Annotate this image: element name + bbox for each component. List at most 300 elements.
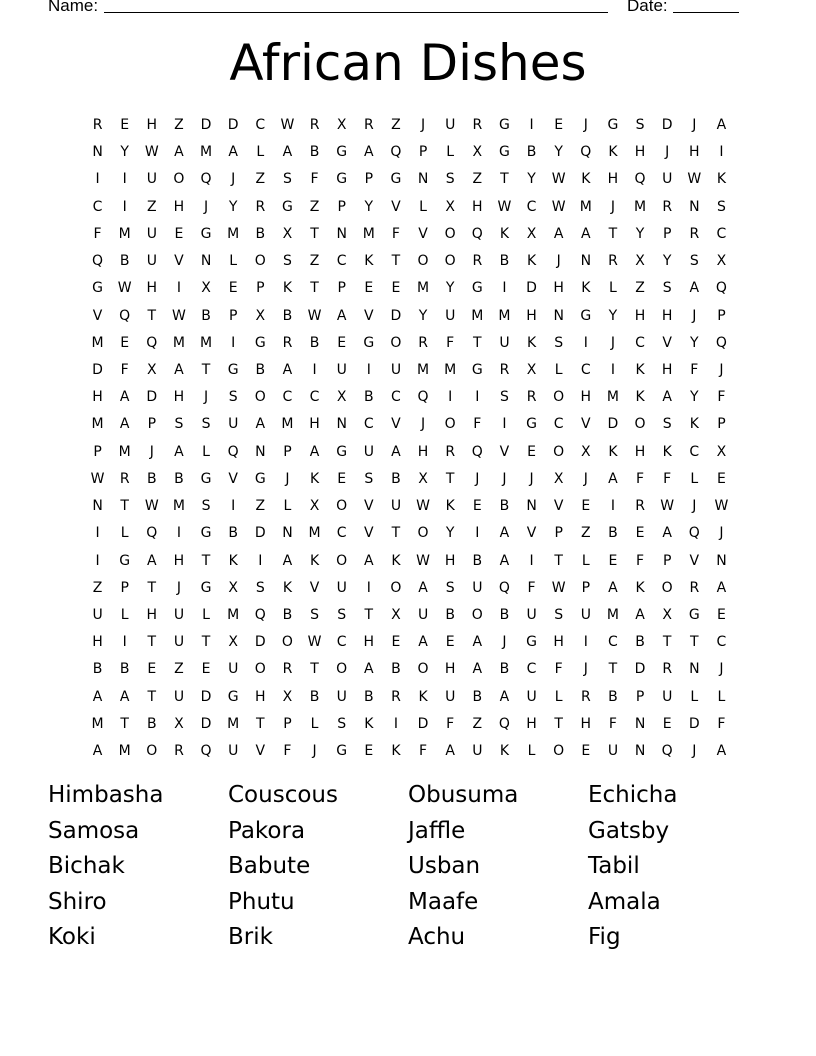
grid-letter: H (444, 552, 456, 569)
grid-letter: E (120, 117, 130, 133)
grid-letter: I (529, 552, 534, 569)
grid-letter: I (529, 117, 534, 133)
grid-letter: A (228, 144, 238, 161)
word-list-item: Bichak (48, 853, 125, 879)
grid-letter: H (146, 117, 158, 133)
grid-letter: C (391, 389, 401, 406)
grid-letter: N (336, 416, 347, 433)
grid-letter: E (120, 334, 130, 351)
grid-letter: T (147, 307, 157, 324)
grid-letter: T (554, 552, 563, 569)
grid-letter: R (526, 389, 537, 406)
grid-letter: R (472, 253, 483, 270)
grid-letter: N (526, 498, 537, 515)
grid-letter: M (91, 715, 104, 732)
grid-letter: K (228, 552, 238, 569)
word-list-item: Tabil (588, 853, 640, 879)
grid-letter: H (661, 307, 673, 324)
grid-letter: X (662, 606, 672, 623)
grid-letter: C (608, 634, 618, 651)
grid-letter: V (92, 307, 103, 324)
grid-letter: U (173, 688, 185, 705)
grid-letter: Z (472, 171, 483, 188)
grid-letter: J (610, 198, 615, 215)
grid-letter: B (608, 688, 618, 705)
grid-letter: V (255, 743, 266, 760)
grid-letter: B (445, 606, 455, 623)
grid-letter: Y (608, 307, 618, 324)
grid-letter: K (364, 715, 374, 732)
grid-letter: A (174, 361, 184, 378)
grid-letter: Q (715, 334, 727, 351)
grid-letter: T (310, 225, 319, 242)
grid-letter: F (717, 715, 726, 732)
grid-letter: Y (445, 525, 455, 542)
grid-letter: U (445, 688, 456, 705)
grid-letter: A (364, 552, 374, 569)
grid-letter: J (475, 470, 480, 487)
grid-letter: U (417, 606, 429, 623)
grid-letter: O (417, 253, 429, 270)
grid-letter: J (583, 117, 588, 133)
grid-letter: J (420, 117, 426, 133)
grid-letter: U (472, 579, 483, 596)
grid-letter: P (283, 715, 292, 732)
grid-letter: A (499, 552, 510, 569)
grid-letter: B (92, 661, 103, 678)
grid-letter: B (255, 361, 266, 378)
grid-letter: R (689, 579, 700, 596)
grid-letter: R (255, 198, 266, 215)
grid-letter: N (92, 144, 103, 161)
grid-letter: X (336, 117, 347, 133)
grid-letter: E (717, 470, 726, 487)
grid-letter: V (553, 498, 564, 515)
grid-letter: E (337, 334, 347, 351)
grid-letter: T (554, 715, 563, 732)
grid-letter: M (172, 334, 185, 351)
grid-letter: I (231, 498, 236, 515)
name-field-line[interactable] (104, 12, 608, 13)
grid-letter: E (391, 634, 401, 651)
grid-letter: P (635, 688, 645, 705)
grid-letter: C (526, 661, 537, 678)
grid-letter: S (689, 253, 699, 270)
grid-letter: M (91, 334, 104, 351)
grid-letter: V (364, 525, 374, 542)
grid-letter: H (173, 389, 185, 406)
grid-letter: Q (471, 443, 483, 460)
grid-letter: M (308, 525, 321, 542)
grid-letter: F (554, 661, 563, 678)
grid-letter: S (174, 416, 184, 433)
grid-letter: A (418, 579, 428, 596)
grid-letter: W (416, 552, 430, 569)
grid-letter: U (472, 743, 483, 760)
grid-letter: E (364, 280, 374, 297)
grid-letter: E (228, 280, 238, 297)
word-list-item: Couscous (228, 782, 338, 808)
grid-letter: W (551, 171, 566, 188)
grid-letter: T (391, 253, 401, 270)
grid-letter: S (337, 606, 347, 623)
grid-letter: O (146, 743, 158, 760)
grid-letter: R (282, 661, 293, 678)
grid-row (84, 548, 735, 575)
word-list-item: Usban (408, 853, 481, 879)
grid-letter: J (719, 525, 724, 542)
grid-row (84, 303, 735, 330)
grid-letter: A (174, 443, 184, 460)
grid-letter: D (634, 661, 646, 678)
grid-letter: R (282, 334, 293, 351)
grid-letter: J (502, 470, 507, 487)
grid-letter: I (231, 334, 236, 351)
grid-letter: V (364, 307, 374, 324)
word-list (48, 778, 768, 956)
grid-letter: V (499, 443, 510, 460)
grid-letter: U (390, 361, 402, 378)
grid-letter: G (336, 144, 348, 161)
grid-letter: F (310, 171, 319, 188)
grid-letter: P (147, 416, 157, 433)
grid-letter: M (227, 715, 240, 732)
grid-letter: I (475, 525, 480, 542)
grid-row (84, 711, 735, 738)
grid-letter: G (254, 470, 266, 487)
grid-letter: O (173, 171, 185, 188)
grid-letter: O (471, 606, 483, 623)
grid-letter: F (446, 715, 455, 732)
grid-letter: V (418, 225, 428, 242)
grid-letter: B (119, 253, 130, 270)
grid-letter: W (144, 498, 159, 515)
grid-letter: H (526, 307, 537, 324)
grid-letter: H (173, 552, 185, 569)
grid-row (84, 575, 735, 602)
grid-letter: X (201, 280, 211, 297)
grid-letter: U (499, 334, 510, 351)
grid-letter: H (526, 715, 537, 732)
grid-letter: U (146, 225, 157, 242)
grid-letter: R (662, 198, 673, 215)
grid-letter: C (336, 253, 347, 270)
grid-letter: F (717, 389, 726, 406)
grid-letter: Q (227, 443, 239, 460)
grid-letter: F (663, 470, 672, 487)
grid-letter: G (336, 743, 348, 760)
grid-letter: N (200, 253, 212, 270)
grid-letter: E (445, 634, 455, 651)
grid-letter: Y (228, 198, 238, 215)
worksheet-header (48, 0, 748, 20)
grid-letter: J (502, 634, 507, 651)
grid-letter: T (608, 225, 618, 242)
grid-letter: A (174, 144, 184, 161)
grid-letter: A (92, 688, 103, 705)
grid-letter: M (281, 416, 294, 433)
grid-letter: U (526, 688, 537, 705)
grid-letter: G (200, 225, 212, 242)
grid-letter: A (391, 443, 401, 460)
grid-letter: B (391, 661, 401, 678)
grid-letter: B (309, 688, 320, 705)
grid-letter: B (635, 634, 645, 651)
grid-letter: T (201, 361, 211, 378)
grid-letter: F (120, 361, 129, 378)
grid-letter: W (660, 498, 675, 515)
grid-letter: I (122, 634, 127, 651)
grid-letter: G (363, 334, 375, 351)
grid-letter: T (608, 661, 618, 678)
grid-letter: N (255, 443, 266, 460)
grid-letter: T (147, 579, 157, 596)
grid-letter: O (553, 743, 565, 760)
grid-letter: D (661, 117, 673, 133)
grid-letter: Z (255, 171, 266, 188)
grid-letter: H (146, 606, 158, 623)
grid-letter: X (282, 688, 293, 705)
grid-letter: E (527, 443, 536, 460)
word-list-item: Koki (48, 924, 96, 950)
grid-letter: C (363, 416, 374, 433)
grid-row (84, 384, 735, 411)
grid-letter: L (554, 361, 563, 378)
grid-letter: R (309, 117, 320, 133)
grid-letter: O (444, 416, 456, 433)
grid-letter: A (364, 661, 374, 678)
grid-letter: V (581, 416, 591, 433)
word-list-item: Jaffle (408, 817, 466, 844)
grid-letter: H (553, 634, 564, 651)
grid-letter: B (499, 498, 510, 515)
grid-row (84, 602, 735, 629)
grid-letter: I (719, 144, 724, 161)
grid-letter: B (228, 525, 238, 542)
word-list-item: Phutu (228, 888, 295, 915)
word-list-item: Fig (588, 924, 621, 950)
grid-letter: P (93, 443, 102, 460)
grid-letter: S (337, 715, 347, 732)
grid-letter: V (174, 253, 184, 270)
grid-letter: E (554, 117, 564, 133)
grid-letter: H (634, 144, 646, 161)
grid-letter: P (418, 144, 428, 161)
grid-letter: P (662, 225, 672, 242)
grid-letter: K (608, 144, 618, 161)
grid-letter: N (634, 715, 646, 732)
grid-letter: J (692, 307, 697, 324)
grid-letter: L (120, 606, 129, 623)
grid-letter: T (120, 498, 129, 515)
grid-letter: H (689, 144, 700, 161)
grid-letter: G (607, 117, 619, 133)
grid-letter: R (119, 470, 130, 487)
grid-letter: I (475, 389, 480, 406)
grid-letter: D (200, 117, 212, 133)
grid-letter: B (147, 715, 157, 732)
grid-letter: X (174, 715, 184, 732)
grid-letter: A (119, 688, 130, 705)
grid-letter: H (173, 198, 185, 215)
grid-letter: P (364, 171, 374, 188)
grid-letter: B (201, 307, 211, 324)
grid-letter: E (364, 743, 374, 760)
grid-letter: I (366, 361, 371, 378)
grid-letter: M (498, 307, 511, 324)
grid-letter: L (419, 198, 427, 215)
grid-letter: I (122, 171, 127, 188)
grid-letter: X (635, 253, 645, 270)
grid-letter: Q (200, 171, 212, 188)
grid-letter: U (580, 606, 591, 623)
grid-letter: G (282, 198, 293, 215)
grid-letter: J (692, 743, 697, 760)
grid-letter: X (228, 579, 238, 596)
grid-letter: P (337, 198, 346, 215)
grid-letter: M (606, 606, 619, 623)
grid-letter: I (502, 280, 507, 297)
grid-letter: A (282, 144, 293, 161)
grid-letter: S (554, 334, 564, 351)
grid-letter: N (417, 171, 429, 188)
grid-letter: B (309, 334, 320, 351)
grid-letter: H (363, 634, 375, 651)
grid-letter: J (176, 579, 181, 596)
grid-letter: V (364, 498, 374, 515)
grid-letter: M (606, 389, 619, 406)
grid-letter: J (583, 661, 588, 678)
grid-letter: Z (147, 198, 157, 215)
grid-letter: S (445, 579, 455, 596)
grid-letter: I (610, 498, 615, 515)
grid-letter: Q (146, 525, 158, 542)
grid-letter: F (636, 552, 645, 569)
grid-letter: N (336, 225, 347, 242)
grid-letter: R (608, 253, 618, 270)
grid-letter: I (393, 715, 398, 732)
grid-letter: X (391, 606, 401, 623)
grid-letter: G (526, 416, 537, 433)
grid-letter: G (526, 634, 537, 651)
grid-letter: J (692, 498, 697, 515)
grid-letter: L (229, 253, 238, 270)
grid-letter: A (119, 389, 130, 406)
grid-letter: H (309, 416, 320, 433)
grid-letter: J (719, 661, 724, 678)
grid-letter: A (255, 416, 266, 433)
grid-letter: G (254, 334, 266, 351)
grid-letter: G (227, 688, 239, 705)
grid-letter: B (364, 389, 374, 406)
grid-letter: K (282, 280, 293, 297)
grid-letter: T (120, 715, 129, 732)
grid-letter: N (92, 498, 103, 515)
grid-letter: B (608, 525, 618, 542)
grid-row (84, 166, 735, 193)
grid-letter: X (581, 443, 591, 460)
grid-letter: W (307, 634, 322, 651)
grid-letter: B (282, 307, 293, 324)
grid-letter: Z (635, 280, 645, 297)
grid-letter: K (391, 552, 401, 569)
grid-letter: F (446, 334, 455, 351)
date-field-line[interactable] (673, 12, 739, 13)
grid-letter: S (716, 198, 726, 215)
grid-letter: F (473, 416, 482, 433)
grid-letter: J (529, 470, 534, 487)
grid-letter: G (499, 117, 510, 133)
grid-letter: O (553, 389, 565, 406)
grid-letter: K (499, 225, 510, 242)
grid-letter: Z (391, 117, 401, 133)
grid-letter: E (581, 743, 591, 760)
grid-letter: N (716, 552, 727, 569)
grid-letter: O (417, 525, 429, 542)
grid-letter: D (200, 715, 212, 732)
grid-letter: U (173, 606, 185, 623)
grid-letter: F (93, 225, 102, 242)
grid-letter: Z (92, 579, 103, 596)
grid-letter: C (526, 198, 537, 215)
grid-letter: R (445, 443, 456, 460)
word-list-item: Pakora (228, 817, 306, 844)
grid-letter: D (688, 715, 700, 732)
grid-letter: P (662, 552, 672, 569)
grid-letter: L (202, 606, 210, 623)
grid-letter: X (418, 470, 428, 487)
grid-letter: G (688, 606, 700, 623)
grid-letter: A (282, 361, 293, 378)
grid-letter: I (95, 171, 100, 188)
grid-letter: F (283, 743, 292, 760)
grid-letter: R (472, 117, 483, 133)
grid-letter: Q (417, 389, 429, 406)
grid-letter: A (716, 117, 727, 133)
grid-letter: K (581, 280, 591, 297)
grid-letter: N (553, 307, 564, 324)
grid-letter: X (716, 253, 727, 270)
word-list-item: Babute (228, 853, 311, 879)
grid-letter: H (444, 661, 456, 678)
grid-letter: M (227, 606, 240, 623)
grid-letter: P (256, 280, 265, 297)
grid-letter: T (445, 470, 455, 487)
grid-letter: K (526, 334, 537, 351)
grid-letter: Q (498, 579, 510, 596)
grid-letter: E (472, 498, 482, 515)
grid-letter: M (444, 361, 457, 378)
grid-letter: O (661, 579, 673, 596)
grid-letter: A (119, 416, 130, 433)
grid-row (84, 520, 735, 547)
grid-letter: E (337, 470, 347, 487)
grid-letter: Q (200, 743, 212, 760)
grid-letter: W (117, 280, 132, 297)
grid-row (84, 684, 735, 711)
grid-row (84, 248, 735, 275)
grid-letter: S (282, 253, 292, 270)
grid-letter: K (608, 443, 618, 460)
grid-letter: U (146, 253, 157, 270)
grid-letter: F (391, 225, 400, 242)
grid-letter: D (200, 688, 212, 705)
grid-letter: J (203, 198, 209, 215)
grid-letter: A (662, 525, 672, 542)
grid-letter: K (391, 743, 401, 760)
grid-letter: A (92, 743, 103, 760)
grid-letter: A (282, 552, 293, 569)
